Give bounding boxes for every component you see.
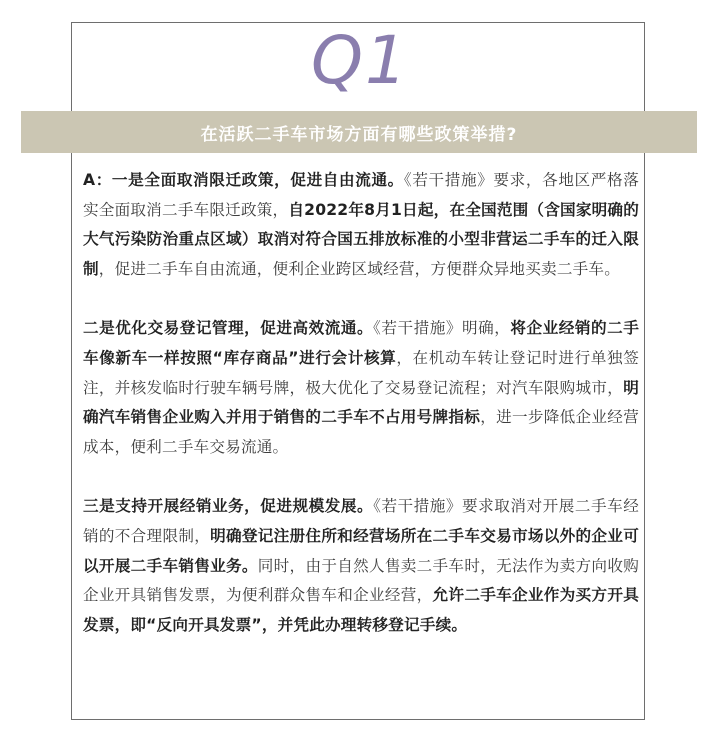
paragraph-2-segment-2: 《若干措施》明确，: [373, 319, 511, 338]
paragraph-1-segment-3: 自2022年8月1日起，在全国范围（含国家明确的大气污染防治重点区域）取消对符合国五排放标准的小型非营运二手车的迁入限制: [83, 200, 639, 278]
answer-paragraph-2: [83, 314, 639, 462]
paragraph-2-segment-4: ，在机动车转让登记时进行单独签注，并核发临时行驶车辆号牌，极大优化了交易登记流程；对汽车限购城市，: [83, 348, 639, 397]
paragraph-2-segment-5: 明确汽车销售企业购入并用于销售的二手车不占用号牌指标: [83, 378, 639, 427]
question-banner: [21, 111, 697, 153]
answer-paragraph-3: [83, 492, 639, 640]
paragraph-2-segment-3: 将企业经销的二手车像新车一样按照“库存商品”进行会计核算: [83, 319, 639, 367]
paragraph-2-segment-6: ，进一步降低企业经营成本，便利二手车交易流通。: [83, 408, 639, 456]
paragraph-3-segment-2: 《若干措施》要求取消对开展二手车经销的不合理限制，: [83, 497, 639, 545]
question-number: Q1: [311, 22, 409, 99]
paragraph-3-segment-1: 三是支持开展经销业务，促进规模发展。: [83, 497, 374, 516]
answer-paragraph-1: [83, 166, 639, 284]
paragraph-3-segment-4: 同时，由于自然人售卖二手车时，无法作为卖方向收购企业开具销售发票，为便利群众售车和企业经营，: [83, 556, 639, 605]
question-title: 在活跃二手车市场方面有哪些政策举措?: [200, 124, 518, 145]
paragraph-2-segment-1: 二是优化交易登记管理，促进高效流通。: [83, 319, 374, 338]
paragraph-1-segment-1: A：一是全面取消限迁政策，促进自由流通。: [83, 171, 404, 189]
answer-body: [83, 166, 639, 670]
paragraph-1-segment-2: 《若干措施》要求，各地区严格落实全面取消二手车限迁政策，: [83, 171, 639, 219]
paragraph-3-segment-3: 明确登记注册住所和经营场所在二手车交易市场以外的企业可以开展二手车销售业务。: [83, 526, 639, 575]
paragraph-1-segment-4: ，促进二手车自由流通，便利企业跨区域经营，方便群众异地买卖二手车。: [98, 259, 620, 278]
paragraph-3-segment-5: 允许二手车企业作为买方开具发票，即“反向开具发票”，并凭此办理转移登记手续。: [83, 586, 639, 634]
